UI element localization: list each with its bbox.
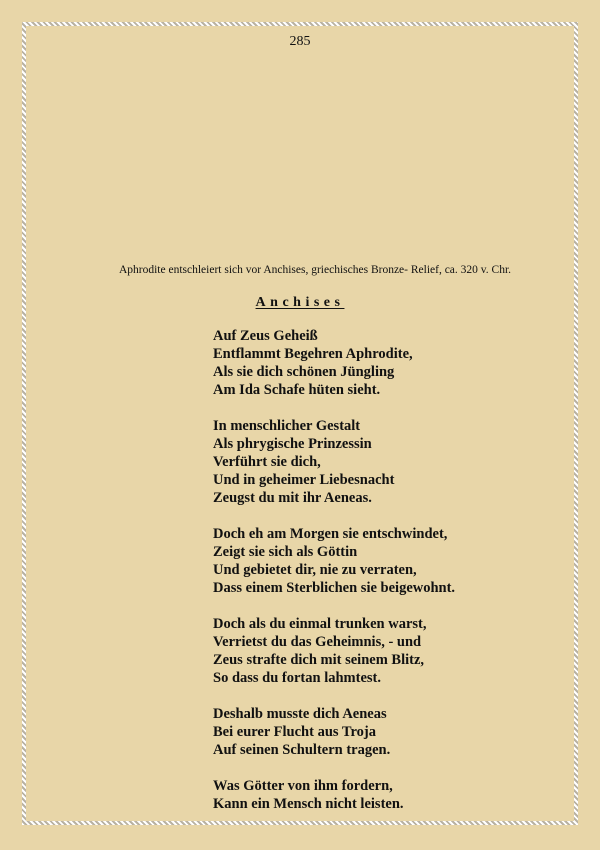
stanza [213, 777, 513, 813]
poem-line: Verführt sie dich, [213, 454, 321, 470]
stanza [213, 327, 513, 399]
poem-line: Entflammt Begehren Aphrodite, [213, 346, 413, 362]
poem-line: Deshalb musste dich Aeneas [213, 706, 387, 722]
poem-line: Dass einem Sterblichen sie beigewohnt. [213, 580, 456, 596]
poem-line: Bei eurer Flucht aus Troja [213, 724, 376, 740]
poem-line: Doch als du einmal trunken warst, [213, 616, 427, 632]
poem-line: Zeigt sie sich als Göttin [213, 544, 358, 560]
stanza [213, 525, 513, 597]
poem-line: Doch eh am Morgen sie entschwindet, [213, 526, 448, 542]
poem-title: Anchises [255, 295, 345, 310]
poem-line: Und in geheimer Liebesnacht [213, 472, 395, 488]
stanza [213, 705, 513, 759]
poem-line: Was Götter von ihm fordern, [213, 778, 393, 794]
stanza [213, 615, 513, 687]
stanza [213, 417, 513, 507]
poem-line: Als phrygische Prinzessin [213, 436, 372, 452]
poem-line: Zeus strafte dich mit seinem Blitz, [213, 652, 425, 668]
poem-line: Verrietst du das Geheimnis, - und [213, 634, 422, 650]
image-caption: Aphrodite entschleiert sich vor Anchises, griechisches Bronze- Relief, ca. 320 v. Chr. [118, 264, 512, 276]
poem-line: In menschlicher Gestalt [213, 418, 361, 434]
poem-line: Auf Zeus Geheiß [213, 328, 318, 344]
page-number: 285 [289, 34, 311, 49]
poem-line: Als sie dich schönen Jüngling [213, 364, 395, 380]
poem-line: Zeugst du mit ihr Aeneas. [213, 490, 372, 506]
poem-line: Kann ein Mensch nicht leisten. [213, 796, 404, 812]
poem-line: So dass du fortan lahmtest. [213, 670, 381, 686]
poem-line: Und gebietet dir, nie zu verraten, [213, 562, 417, 578]
poem-line: Am Ida Schafe hüten sieht. [213, 382, 381, 398]
poem-line: Auf seinen Schultern tragen. [213, 742, 391, 758]
poem-body [213, 327, 513, 831]
